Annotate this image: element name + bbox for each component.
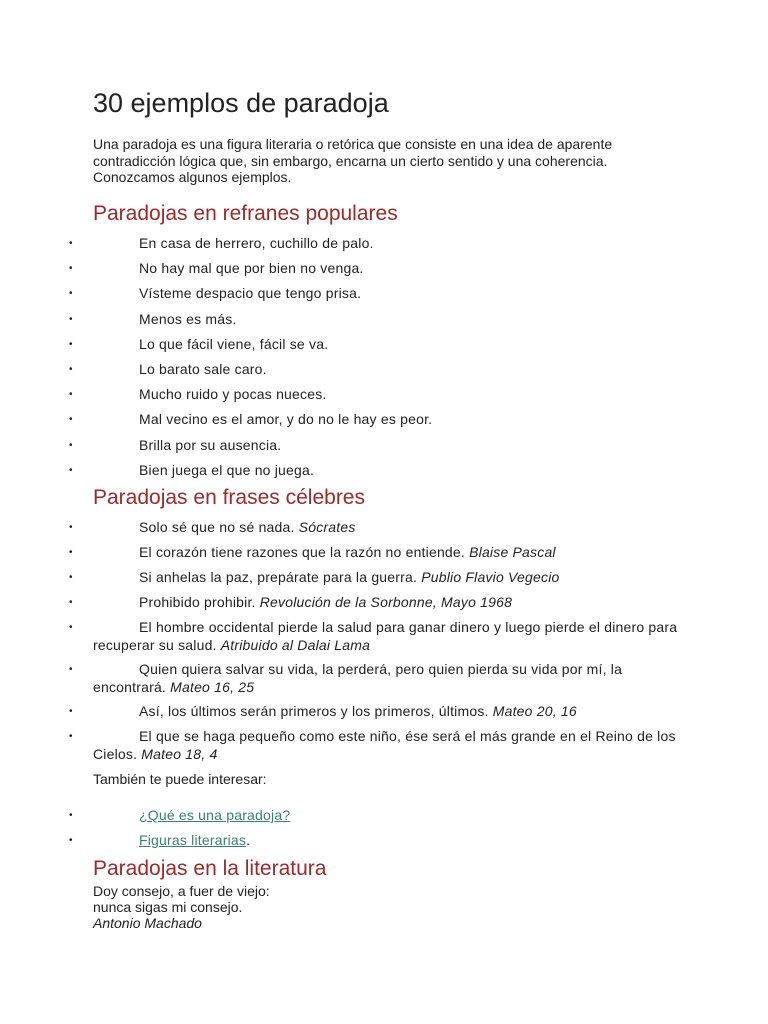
list-item: • Lo que fácil viene, fácil se va. (69, 335, 329, 352)
heading-refranes: Paradojas en refranes populares (93, 202, 398, 225)
poem-quote (93, 883, 270, 931)
bullet-icon: • (69, 288, 73, 300)
list-item: • El hombre occidental pierde la salud para ganar dinero y luego pierde el dinero para recuperar su salud. Atribuido al Dalai Lama (69, 619, 678, 653)
bullet-icon: • (69, 597, 73, 608)
poem-line: Doy consejo, a fuer de viejo: (93, 883, 270, 899)
bullet-icon: • (69, 731, 73, 742)
heading-frases: Paradojas en frases célebres (93, 486, 365, 509)
intro-paragraph: Una paradoja es una figura literaria o retórica que consiste en una idea de aparente contradicción lógica que, sin embargo, encarna un cierto sentido y una coherencia. Conozcamos algunos ejemplos. (93, 136, 613, 185)
list-item: • Lo barato sale caro. (69, 360, 267, 377)
poem-line: nunca sigas mi consejo. (93, 899, 243, 915)
list-item (0, 807, 680, 832)
list-related-links (0, 807, 680, 857)
bullet-icon: • (69, 547, 73, 558)
list-item: • Solo sé que no sé nada. Sócrates (69, 519, 356, 535)
bullet-icon: • (69, 835, 73, 846)
list-item: • No hay mal que por bien no venga. (69, 260, 364, 277)
list-item: • Brilla por su ausencia. (69, 436, 282, 453)
bullet-icon: • (69, 810, 73, 821)
bullet-icon: • (69, 622, 73, 633)
bullet-icon: • (69, 572, 73, 583)
list-item: • Mal vecino es el amor, y do no le hay es peor. (69, 411, 433, 428)
link-figuras-literarias[interactable]: Figuras literarias (139, 832, 247, 848)
list-item: • El que se haga pequeño como este niño, ése será el más grande en el Reino de los Cielos. Mateo 18, 4 (69, 728, 676, 762)
list-item: • Si anhelas la paz, prepárate para la guerra. Publio Flavio Vegecio (69, 569, 560, 585)
bullet-icon: • (69, 338, 73, 350)
page-title: 30 ejemplos de paradoja (93, 88, 389, 118)
list-refranes (0, 235, 680, 487)
list-item: • Quien quiera salvar su vida, la perderá, pero quien pierda su vida por mí, la encontrará. Mateo 16, 25 (69, 661, 623, 695)
bullet-icon: • (69, 664, 73, 675)
list-item: • En casa de herrero, cuchillo de palo. (69, 235, 374, 251)
bullet-icon: • (69, 363, 73, 375)
related-label: También te puede interesar: (93, 771, 267, 787)
list-item: • Figuras literarias. (69, 832, 251, 848)
list-item: • El corazón tiene razones que la razón no entiende. Blaise Pascal (69, 544, 556, 560)
bullet-icon: • (69, 263, 73, 275)
bullet-icon: • (69, 522, 73, 533)
link-que-es-paradoja[interactable]: ¿Qué es una paradoja? (139, 807, 291, 823)
list-item: • Bien juega el que no juega. (69, 461, 315, 478)
list-item: • Menos es más. (69, 310, 237, 327)
heading-literatura: Paradojas en la literatura (93, 857, 327, 880)
poem-author: Antonio Machado (93, 915, 202, 931)
bullet-icon: • (69, 313, 73, 325)
bullet-icon: • (69, 464, 73, 476)
list-item: • Así, los últimos serán primeros y los primeros, últimos. Mateo 20, 16 (69, 703, 577, 719)
bullet-icon: • (69, 439, 73, 451)
bullet-icon: • (69, 238, 73, 249)
list-item: • Prohibido prohibir. Revolución de la Sorbonne, Mayo 1968 (69, 594, 513, 610)
list-item: • Vísteme despacio que tengo prisa. (69, 285, 362, 302)
list-frases (0, 519, 680, 770)
bullet-icon: • (69, 706, 73, 717)
list-item: • Mucho ruido y pocas nueces. (69, 386, 327, 403)
bullet-icon: • (69, 389, 73, 401)
bullet-icon: • (69, 414, 73, 426)
